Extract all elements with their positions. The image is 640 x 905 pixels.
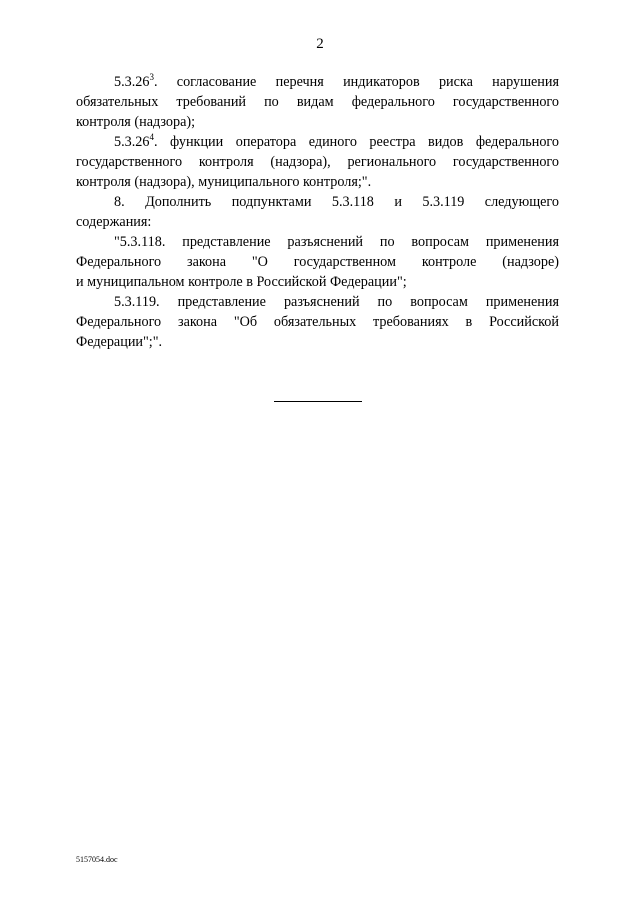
- text-line: [76, 192, 559, 212]
- clause-number: 5.3.26: [114, 74, 150, 90]
- line-text: . функции оператора единого реестра видов федерального: [153, 134, 559, 150]
- line-text: 5.3.119. представление разъяснений по вопросам применения: [114, 294, 559, 310]
- superscript: 4: [149, 132, 154, 142]
- text-line: и муниципальном контроле в Российской Федерации";: [76, 274, 407, 290]
- page-number: 2: [316, 36, 324, 52]
- text-line: [76, 72, 559, 92]
- text-line: [76, 292, 559, 312]
- text-line: контроля (надзора), муниципального контроля;".: [76, 174, 372, 190]
- paragraph-5-3-118: [76, 232, 559, 292]
- text-line: государственного контроля (надзора), регионального государственного: [76, 154, 559, 170]
- text-line: обязательных требований по видам федерального государственного: [76, 94, 559, 110]
- text-line: Федерального закона "О государственном контроле (надзоре): [76, 254, 559, 270]
- text-line: содержания:: [76, 214, 152, 230]
- paragraph-5-3-26-3: [76, 72, 559, 132]
- document-body: [76, 72, 559, 352]
- text-line: [76, 132, 559, 152]
- paragraph-5-3-26-4: [76, 132, 559, 192]
- clause-number: 5.3.26: [114, 134, 150, 150]
- text-line: Федерации";".: [76, 334, 163, 350]
- superscript: 3: [149, 72, 154, 82]
- text-line: контроля (надзора);: [76, 114, 196, 130]
- text-line: [76, 232, 559, 252]
- paragraph-5-3-119: [76, 292, 559, 352]
- line-text: . согласование перечня индикаторов риска нарушения: [153, 74, 559, 90]
- line-text: 8. Дополнить подпунктами 5.3.118 и 5.3.119 следующего: [114, 194, 559, 210]
- footer-doc-code: 5157054.doc: [76, 855, 118, 864]
- text-line: Федерального закона "Об обязательных требованиях в Российской: [76, 314, 559, 330]
- line-text: "5.3.118. представление разъяснений по вопросам применения: [114, 234, 559, 250]
- separator-line: [274, 401, 362, 402]
- paragraph-item-8: [76, 192, 559, 232]
